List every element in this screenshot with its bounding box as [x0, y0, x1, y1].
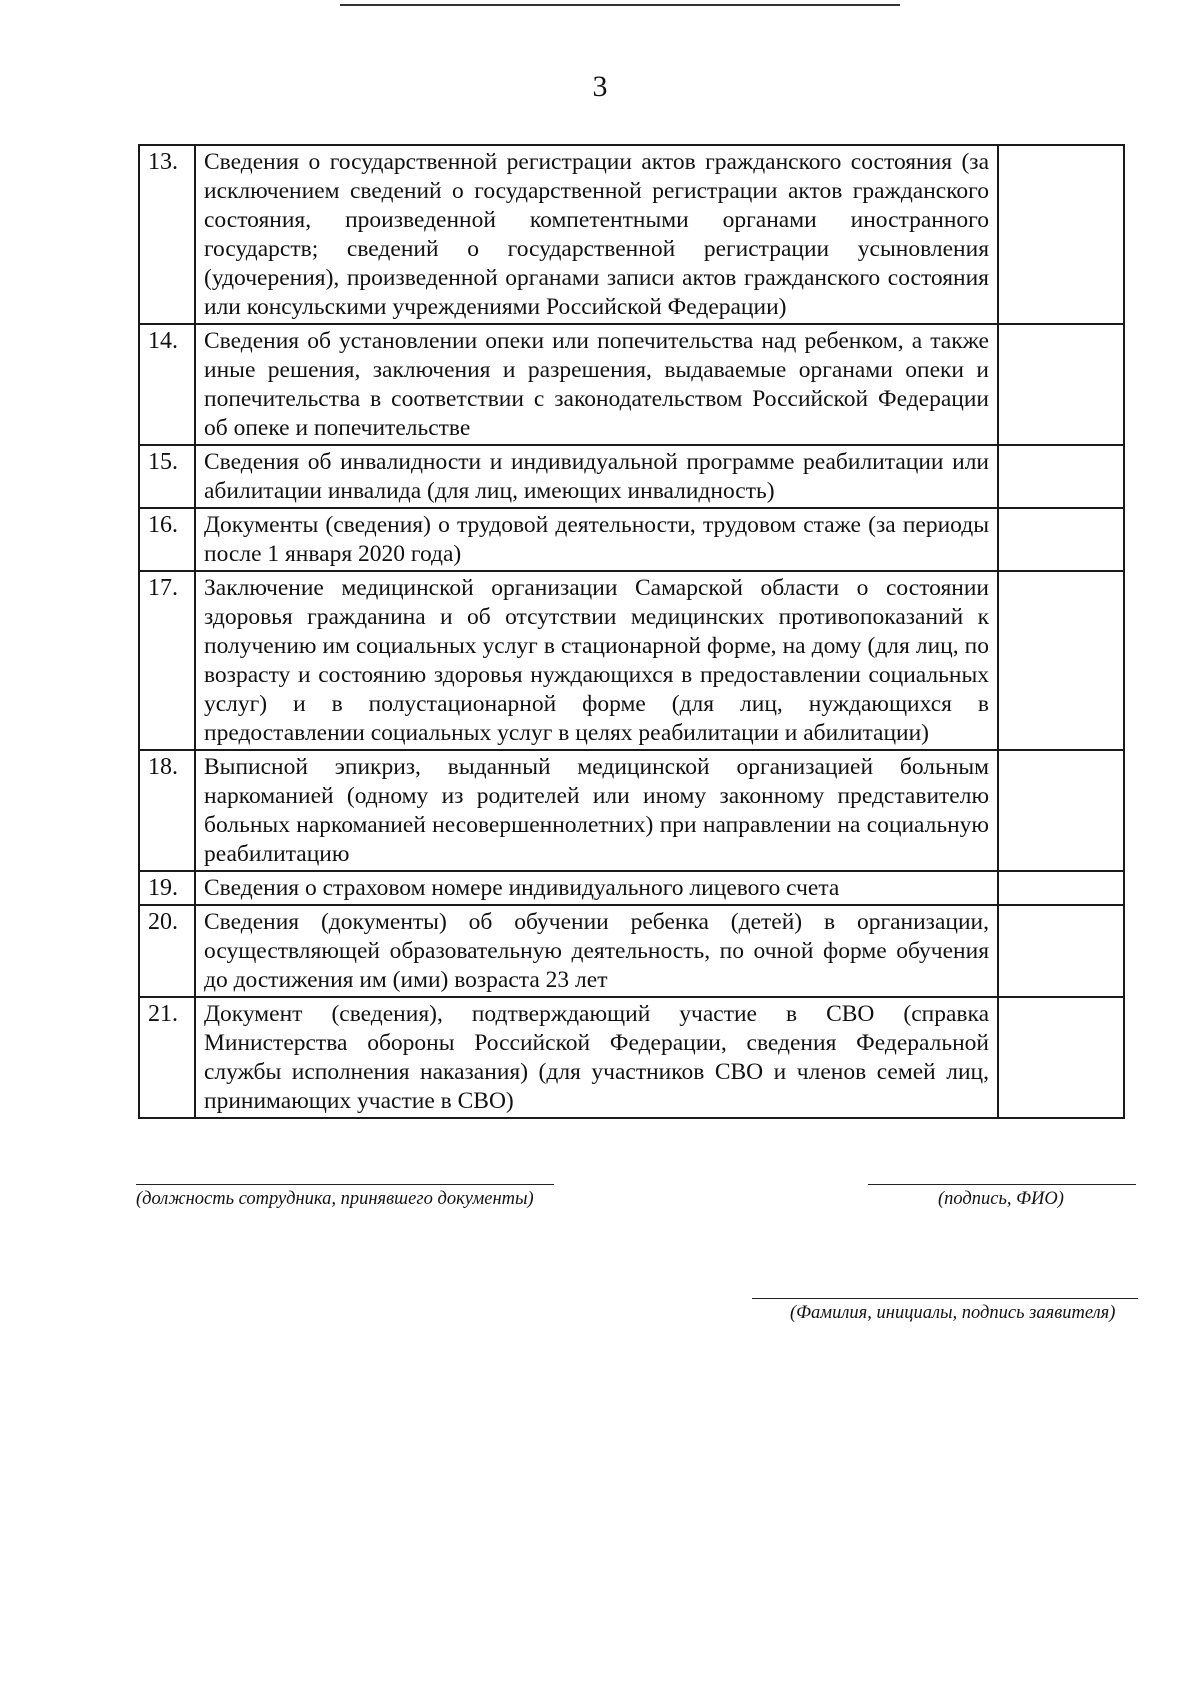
row-number: 19.: [139, 871, 195, 905]
table-row: [139, 145, 1124, 324]
row-description: Заключение медицинской организации Самарской области о состоянии здоровья гражданина и об отсутствии медицинских противопоказаний к получению им социальных услуг в стационарной форме, на дому (для лиц, по возрасту и состоянию здоровья нуждающихся в предоставлении социальных услуг) и в полустационарной форме (для лиц, нуждающихся в предоставлении социальных услуг в целях реабилитации и абилитации): [195, 571, 998, 750]
table-row: [139, 571, 1124, 750]
table-row: [139, 750, 1124, 871]
row-number: 18.: [139, 750, 195, 871]
documents-table-body: [139, 145, 1124, 1118]
applicant-caption: (Фамилия, инициалы, подпись заявителя): [790, 1303, 1116, 1323]
row-number: 14.: [139, 324, 195, 445]
documents-table: [138, 144, 1125, 1119]
row-mark-cell: [998, 905, 1124, 997]
row-mark-cell: [998, 750, 1124, 871]
employee-position-caption: (должность сотрудника, принявшего документы): [136, 1189, 534, 1209]
row-description: Выписной эпикриз, выданный медицинской организацией больным наркоманией (одному из родителей или иному законному представителю больных наркоманией несовершеннолетних) при направлении на социальную реабилитацию: [195, 750, 998, 871]
table-row: [139, 997, 1124, 1118]
row-number: 17.: [139, 571, 195, 750]
table-row: [139, 445, 1124, 508]
employee-position-line: [136, 1184, 554, 1185]
table-row: [139, 324, 1124, 445]
row-number: 20.: [139, 905, 195, 997]
row-mark-cell: [998, 445, 1124, 508]
row-description: Сведения об установлении опеки или попечительства над ребенком, а также иные решения, заключения и разрешения, выдаваемые органами опеки и попечительства в соответствии с законодательством Российской Федерации об опеке и попечительстве: [195, 324, 998, 445]
table-row: [139, 508, 1124, 571]
page-number: 3: [592, 70, 608, 103]
row-description: Сведения о страховом номере индивидуального лицевого счета: [195, 871, 998, 905]
row-description: Документы (сведения) о трудовой деятельности, трудовом стаже (за периоды после 1 января 2020 года): [195, 508, 998, 571]
row-mark-cell: [998, 508, 1124, 571]
row-description: Сведения (документы) об обучении ребенка (детей) в организации, осуществляющей образовательную деятельность, по очной форме обучения до достижения им (ими) возраста 23 лет: [195, 905, 998, 997]
row-description: Документ (сведения), подтверждающий участие в СВО (справка Министерства обороны Российской Федерации, сведения Федеральной службы исполнения наказания) (для участников СВО и членов семей лиц, принимающих участие в СВО): [195, 997, 998, 1118]
row-number: 15.: [139, 445, 195, 508]
applicant-signature-line: [752, 1298, 1138, 1299]
row-mark-cell: [998, 571, 1124, 750]
signature-name-line: [868, 1184, 1136, 1185]
signature-name-caption: (подпись, ФИО): [938, 1189, 1064, 1209]
row-number: 13.: [139, 145, 195, 324]
row-description: Сведения об инвалидности и индивидуальной программе реабилитации или абилитации инвалида (для лиц, имеющих инвалидность): [195, 445, 998, 508]
row-number: 16.: [139, 508, 195, 571]
row-mark-cell: [998, 997, 1124, 1118]
row-mark-cell: [998, 871, 1124, 905]
top-edge-rule: [340, 4, 900, 6]
row-number: 21.: [139, 997, 195, 1118]
row-mark-cell: [998, 145, 1124, 324]
table-row: [139, 871, 1124, 905]
row-mark-cell: [998, 324, 1124, 445]
row-description: Сведения о государственной регистрации актов гражданского состояния (за исключением сведений о государственной регистрации актов гражданского состояния, произведенной компетентными органами иностранного государств; сведений о государственной регистрации усыновления (удочерения), произведенной органами записи актов гражданского состояния или консульскими учреждениями Российской Федерации): [195, 145, 998, 324]
table-row: [139, 905, 1124, 997]
